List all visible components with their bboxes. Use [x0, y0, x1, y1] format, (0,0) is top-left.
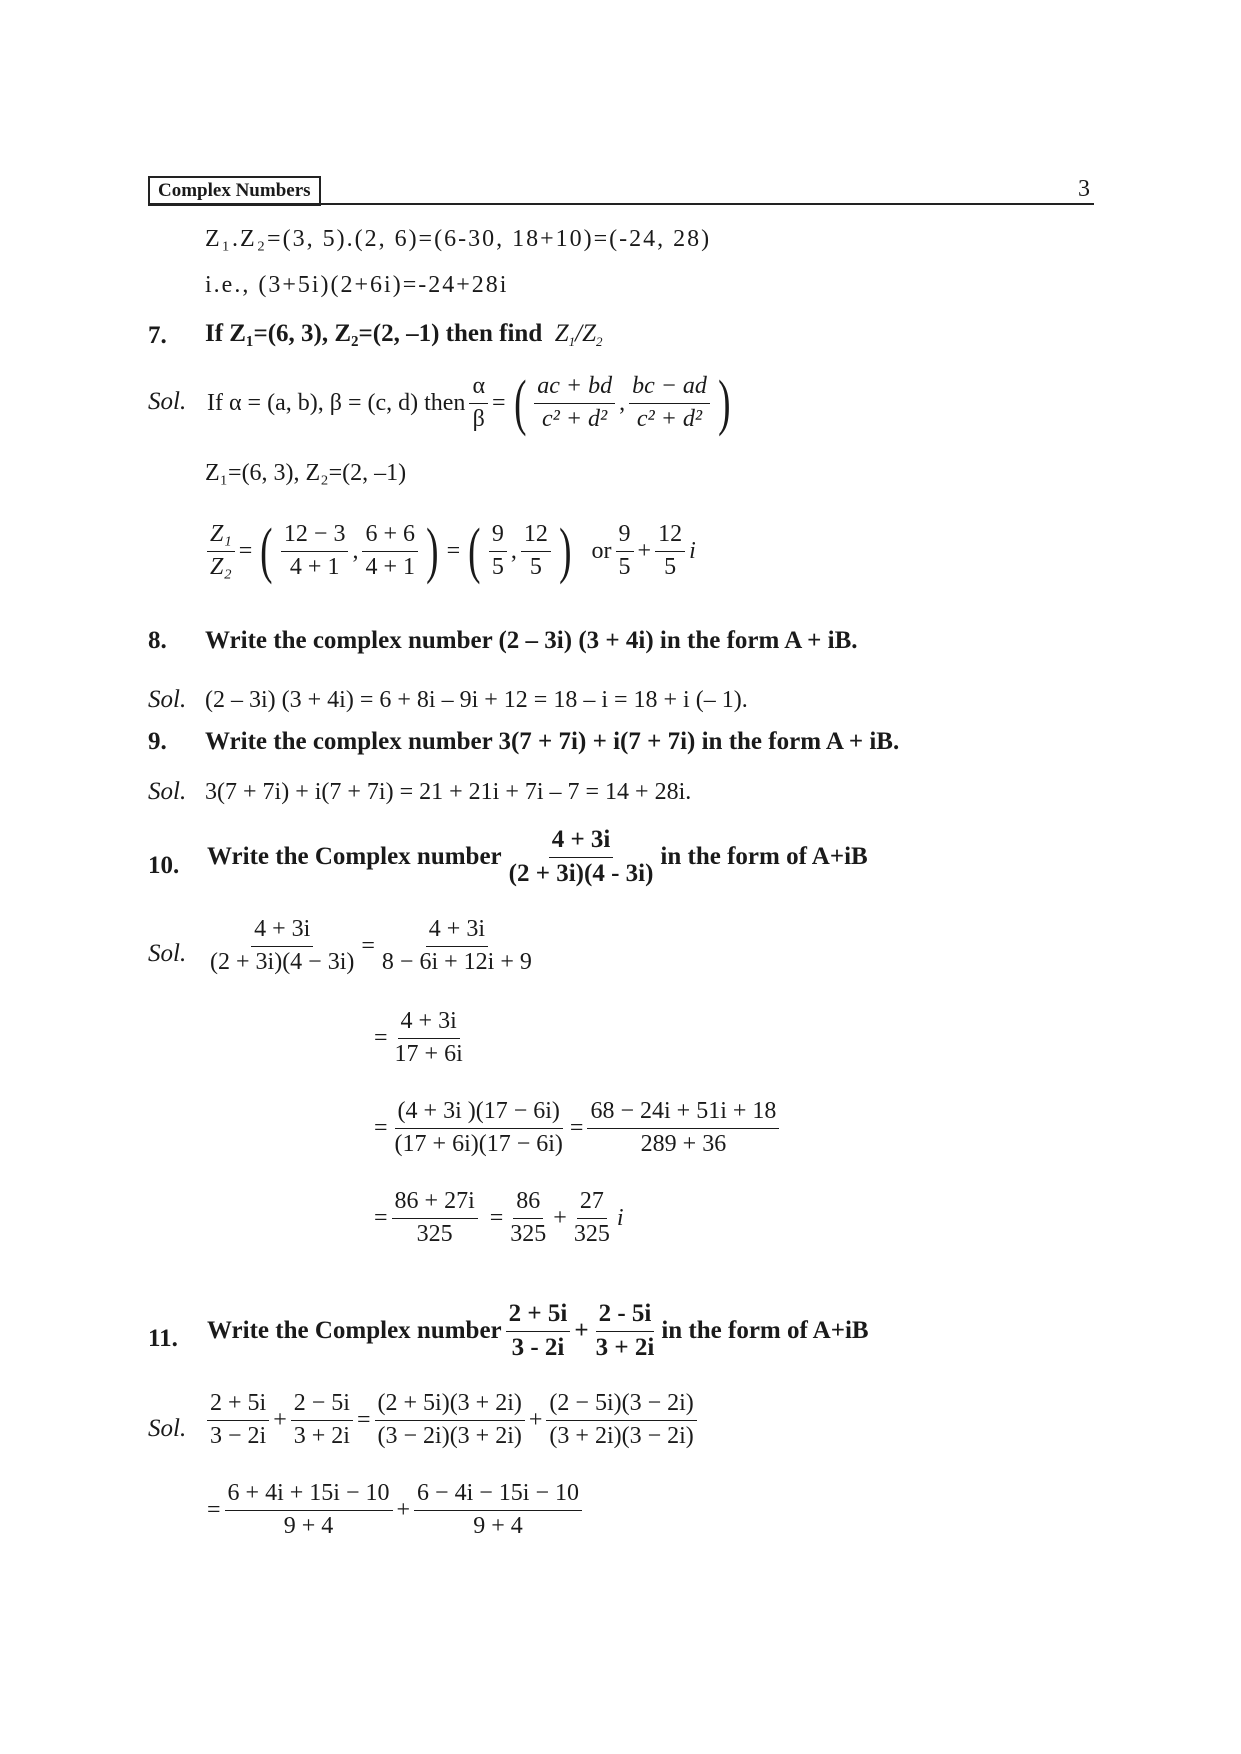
- q8-solution: (2 – 3i) (3 + 4i) = 6 + 8i – 9i + 12 = 18 – i = 18 + i (– 1).: [205, 687, 748, 713]
- q9-text: Write the complex number 3(7 + 7i) + i(7 + 7i) in the form A + iB.: [205, 728, 900, 755]
- q7-or: or: [591, 537, 612, 564]
- q7-sol-prefix: If α = (a, b), β = (c, d) then: [207, 389, 466, 416]
- intro-line-1: Z₁.Z₂=(3, 5).(2, 6)=(6-30, 18+10)=(-24, 28): [205, 226, 712, 252]
- q8-number: 8.: [148, 627, 167, 654]
- section-title: Complex Numbers: [148, 176, 321, 206]
- q8-text: Write the complex number (2 – 3i) (3 + 4i) in the form A + iB.: [205, 627, 858, 654]
- page-number: 3: [1078, 176, 1090, 202]
- q7-target: $Z_1/Z_2$: [548, 320, 603, 349]
- q11-step-1: $\frac{2 + 5i}{3 - 2i}$ + $\frac{2 - 5i}{3 + 2i}$ = $\frac{(2 + 5i)(3 + 2i)}{(3 - 2i)(3 + 2i)}$ + $\frac{(2 - 5i)(3 - 2i)}{(3 + 2i)(3 - 2i)}$: [205, 1390, 699, 1450]
- q11-question: Write the Complex number $\frac{2 + 5i}{3 - 2i}$ + $\frac{2 - 5i}{3 + 2i}$ in the form of A+iB: [207, 1300, 869, 1361]
- q10-step-4: = $\frac{86 + 27i}{325}$ = $\frac{86}{325}$ + $\frac{27}{325}$ i: [374, 1188, 624, 1247]
- q7-z1-over-z2: $\frac{\text{Z₁}}{\text{Z₂}}$: [207, 521, 235, 581]
- q7-question: [205, 320, 603, 348]
- q10-sol-label: Sol.: [148, 940, 187, 967]
- q10-step-3: = $\frac{(4 + 3i )(17 - 6i)}{(17 + 6i)(17 - 6i)}$ = $\frac{68 - 24i + 51i + 18}{289 + 36}$: [372, 1098, 781, 1158]
- q7-sol-label: Sol.: [148, 388, 187, 415]
- q8-sol-label: Sol.: [148, 686, 187, 713]
- q7-number: 7.: [148, 322, 167, 349]
- header-rule: [148, 203, 1094, 205]
- q10-question-fraction: $\frac{4 + 3i}{(2 + 3i)(4 - 3i)}$: [508, 826, 654, 887]
- q7-result: $\frac{\text{Z₁}}{\text{Z₂}}$ = ( $\frac{12 - 3}{4 + 1}$ , $\frac{6 + 6}{4 + 1}$ ) = ( $\frac{9}{5}$ , $\frac{12}{5}$ ) or $\frac{9}{5}$ + $\frac{12}{5}$ i: [205, 520, 698, 582]
- q10-step-1: $\frac{4 + 3i}{(2 + 3i)(4 - 3i)}$ = $\frac{4 + 3i}{8 - 6i + 12i + 9}$: [210, 916, 532, 975]
- q10-step-2: = $\frac{4 + 3i}{17 + 6i}$: [374, 1008, 463, 1067]
- q7-frac-imag: $\frac{bc - ad}{\text{c² + d²}}$: [629, 373, 710, 433]
- q10-question: Write the Complex number $\frac{4 + 3i}{(2 + 3i)(4 - 3i)}$ in the form of A+iB: [207, 826, 868, 887]
- q9-number: 9.: [148, 728, 167, 755]
- q9-solution: 3(7 + 7i) + i(7 + 7i) = 21 + 21i + 7i – 7 = 14 + 28i.: [205, 779, 692, 805]
- intro-line-2: i.e., (3+5i)(2+6i)=-24+28i: [205, 272, 509, 298]
- q11-sol-label: Sol.: [148, 1415, 187, 1442]
- q11-step-2: = $\frac{6 + 4i + 15i - 10}{9 + 4}$ + $\frac{6 - 4i - 15i - 10}{9 + 4}$: [205, 1480, 584, 1540]
- q9-sol-label: Sol.: [148, 778, 187, 805]
- q7-sol-formula: If α = (a, b), β = (c, d) then $\frac{\alpha}{\beta}$ = ( $\frac{ac + bd}{\text{c² + d²}}$ , $\frac{bc - ad}{\text{c² + d²}}$ ): [207, 369, 731, 437]
- q10-number: 10.: [148, 852, 180, 879]
- q7-alpha-over-beta: $\frac{\alpha}{\beta}$: [469, 373, 488, 433]
- q11-number: 11.: [148, 1325, 178, 1352]
- q7-given: Z₁=(6, 3), Z₂=(2, –1): [205, 460, 407, 486]
- q7-text: If Z₁=(6, 3), Z₂=(2, –1) then find: [205, 320, 543, 347]
- q7-frac-real: $\frac{ac + bd}{\text{c² + d²}}$: [534, 373, 615, 433]
